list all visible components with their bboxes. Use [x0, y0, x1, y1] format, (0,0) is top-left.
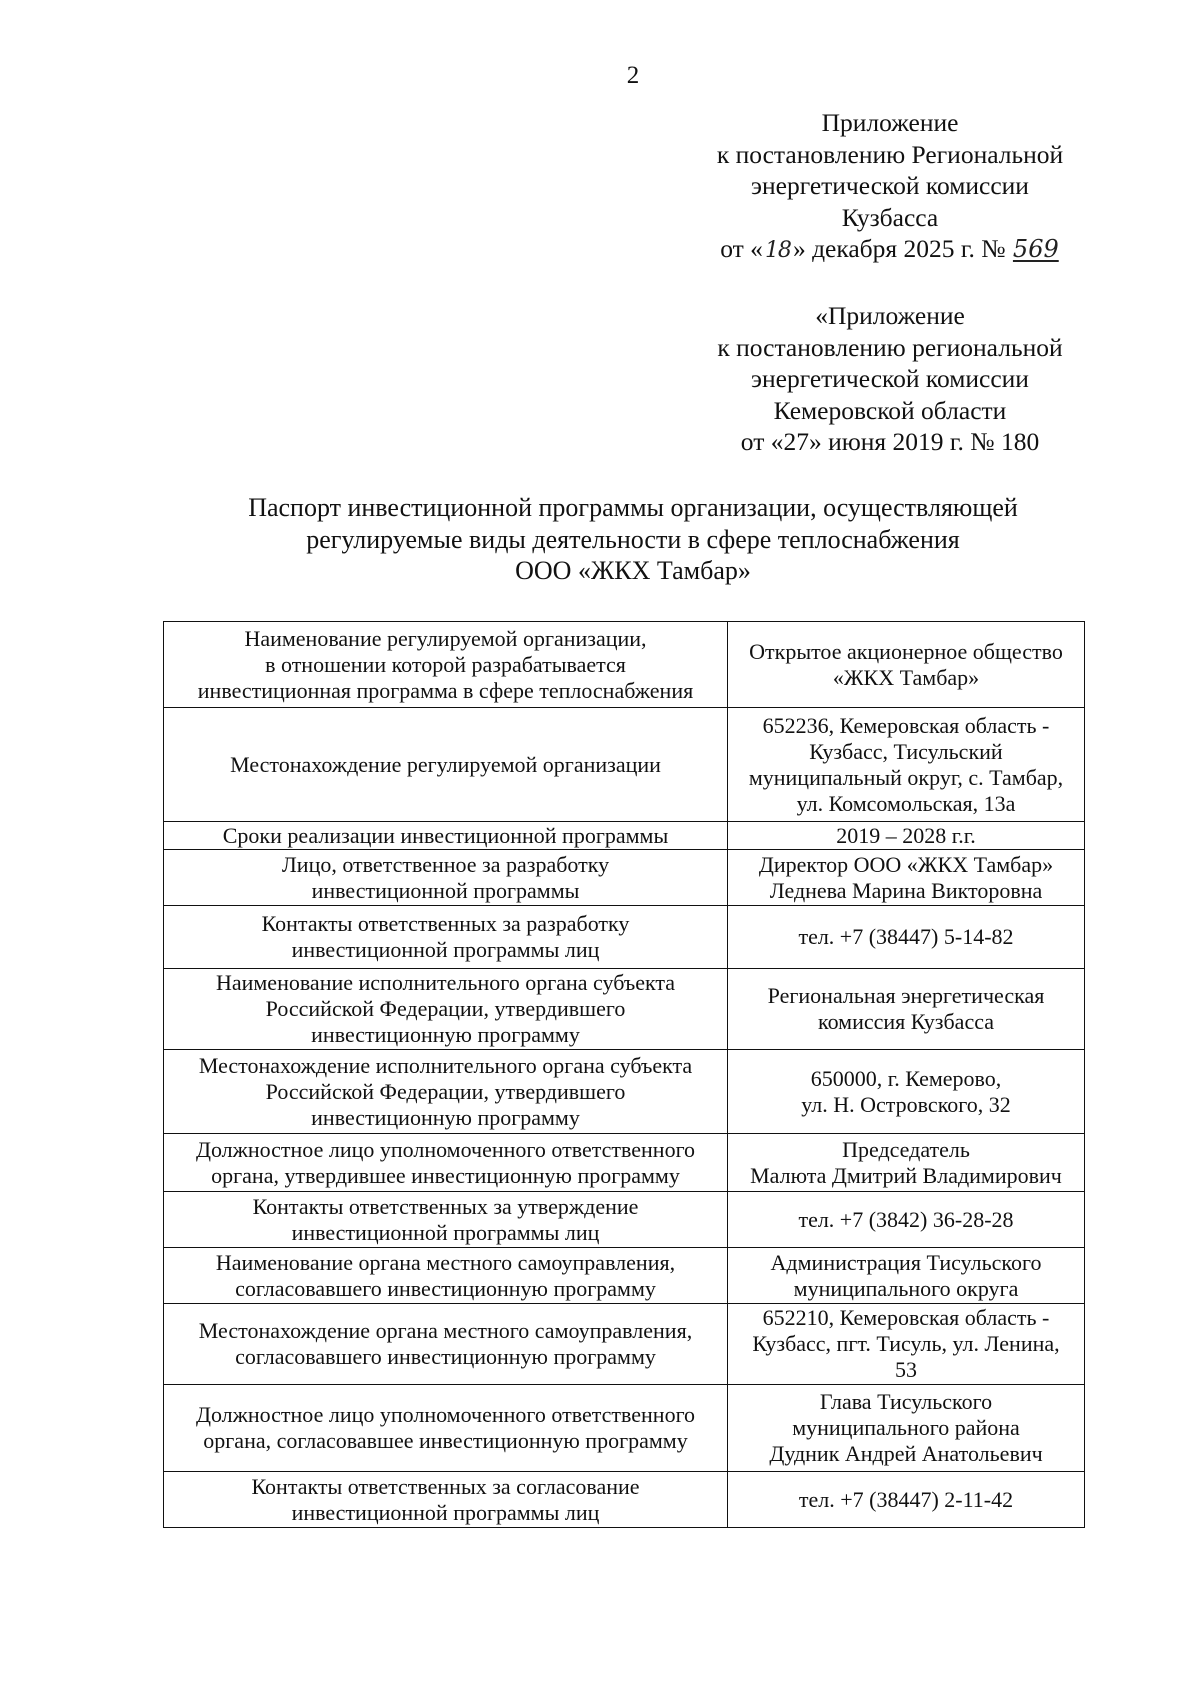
cell-line: Контакты ответственных за утверждение — [252, 1193, 639, 1219]
table-row — [164, 1134, 1085, 1192]
cell-line: Должностное лицо уполномоченного ответственного — [195, 1402, 696, 1427]
cell-line: Наименование регулируемой организации, — [244, 625, 647, 651]
cell-line: Региональная энергетическая — [767, 983, 1045, 1008]
cell-line: муниципальный округ, с. Тамбар, — [748, 764, 1064, 790]
cell-line: Местонахождение регулируемой организации — [230, 751, 661, 777]
table-row — [164, 1304, 1085, 1385]
row-value — [728, 1304, 1085, 1385]
row-label — [164, 850, 728, 906]
cell-line: 650000, г. Кемерово, — [810, 1065, 1002, 1091]
row-label — [164, 1304, 728, 1385]
cell-line: органа, согласовавшее инвестиционную программу — [203, 1428, 688, 1453]
cell-line: Открытое акционерное общество — [749, 638, 1063, 664]
row-value — [728, 1050, 1085, 1134]
appendix-line: Кемеровской области — [773, 395, 1007, 425]
title-line: Паспорт инвестиционной программы организации, осуществляющей — [248, 493, 1018, 522]
row-label — [164, 1192, 728, 1248]
cell-line: Председатель — [842, 1136, 970, 1162]
row-label — [164, 1050, 728, 1134]
table-row — [164, 1248, 1085, 1304]
cell-line: Малюта Дмитрий Владимирович — [750, 1162, 1062, 1188]
cell-line: Контакты ответственных за разработку — [261, 911, 630, 936]
table-row — [164, 850, 1085, 906]
cell-line: Кузбасс, пгт. Тисуль, ул. Ленина, — [752, 1331, 1060, 1356]
row-value — [728, 708, 1085, 822]
row-label — [164, 1248, 728, 1304]
table-row — [164, 1472, 1085, 1528]
previous-appendix-header — [690, 300, 1090, 458]
row-value — [728, 1192, 1085, 1248]
cell-line: Местонахождение органа местного самоуправления, — [198, 1318, 693, 1343]
row-label — [164, 1472, 728, 1528]
row-value — [728, 1385, 1085, 1472]
cell-line: инвестиционной программы лиц — [291, 1499, 600, 1525]
page-number: 2 — [626, 62, 640, 89]
cell-line: комиссия Кузбасса — [818, 1009, 994, 1034]
appendix-line: Кузбасса — [841, 202, 939, 232]
cell-line: Администрация Тисульского — [770, 1249, 1042, 1275]
table-row — [164, 622, 1085, 708]
title-line: регулируемые виды деятельности в сфере теплоснабжения — [306, 524, 960, 554]
table-row — [164, 1192, 1085, 1248]
cell-line: «ЖКХ Тамбар» — [832, 664, 980, 690]
cell-line: Наименование исполнительного органа субъекта — [215, 970, 676, 995]
row-value — [728, 1472, 1085, 1528]
cell-line: Глава Тисульского — [819, 1389, 993, 1414]
row-label — [164, 1134, 728, 1192]
row-label — [164, 906, 728, 969]
appendix-header — [690, 107, 1090, 267]
appendix-line: от «27» июня 2019 г. № 180 — [740, 427, 1040, 456]
document-title — [200, 492, 1066, 587]
table-row — [164, 969, 1085, 1050]
cell-line: Местонахождение исполнительного органа субъекта — [198, 1052, 693, 1078]
row-value — [728, 906, 1085, 969]
cell-line: тел. +7 (3842) 36-28-28 — [798, 1206, 1014, 1232]
cell-line: 652210, Кемеровская область - — [762, 1305, 1050, 1330]
cell-line: согласовавшего инвестиционную программу — [235, 1344, 656, 1369]
row-value — [728, 1248, 1085, 1304]
cell-line: согласовавшего инвестиционную программу — [235, 1275, 656, 1301]
row-label — [164, 1385, 728, 1472]
cell-line: Наименование органа местного самоуправления, — [215, 1249, 676, 1275]
cell-line: инвестиционная программа в сфере теплоснабжения — [197, 677, 694, 703]
cell-line: муниципального района — [792, 1415, 1020, 1440]
cell-line: 2019 – 2028 г.г. — [836, 822, 976, 848]
cell-line: Сроки реализации инвестиционной программы — [222, 822, 669, 848]
cell-line: Дудник Андрей Анатольевич — [769, 1441, 1043, 1466]
handwritten-number: 569 — [1012, 235, 1059, 263]
row-value — [728, 850, 1085, 906]
appendix-line: к постановлению региональной — [717, 332, 1063, 362]
cell-line: тел. +7 (38447) 2-11-42 — [798, 1486, 1014, 1512]
cell-line: 53 — [895, 1357, 917, 1382]
row-label — [164, 622, 728, 708]
cell-line: 652236, Кемеровская область - — [762, 712, 1050, 738]
appendix-line: к постановлению Региональной — [716, 139, 1064, 169]
date-middle: » декабря 2025 г. № — [792, 234, 1012, 263]
row-label — [164, 708, 728, 822]
cell-line: Кузбасс, Тисульский — [809, 738, 1003, 764]
appendix-line: Приложение — [821, 108, 959, 137]
cell-line: Российской Федерации, утвердившего — [265, 996, 626, 1021]
row-value — [728, 1134, 1085, 1192]
cell-line: в отношении которой разрабатывается — [265, 651, 626, 677]
table-row — [164, 1050, 1085, 1134]
cell-line: Должностное лицо уполномоченного ответственного — [195, 1136, 696, 1162]
table-row — [164, 906, 1085, 969]
row-value — [728, 822, 1085, 850]
row-label — [164, 822, 728, 850]
cell-line: инвестиционной программы — [311, 877, 580, 903]
appendix-line: энергетической комиссии — [751, 171, 1029, 200]
cell-line: Российской Федерации, утвердившего — [265, 1078, 626, 1104]
cell-line: инвестиционную программу — [311, 1022, 580, 1047]
cell-line: органа, утвердившее инвестиционную программу — [211, 1162, 680, 1188]
title-line: ООО «ЖКХ Тамбар» — [515, 556, 751, 585]
appendix-line: энергетической комиссии — [751, 364, 1029, 393]
cell-line: Лицо, ответственное за разработку — [281, 851, 610, 877]
table-row — [164, 822, 1085, 850]
cell-line: инвестиционной программы лиц — [291, 937, 600, 962]
handwritten-day: 18 — [764, 238, 791, 263]
cell-line: Директор ООО «ЖКХ Тамбар» — [758, 851, 1054, 877]
table-row — [164, 708, 1085, 822]
date-prefix: от « — [720, 234, 763, 263]
passport-table — [163, 621, 1085, 1528]
row-label — [164, 969, 728, 1050]
table-row — [164, 1385, 1085, 1472]
row-value — [728, 969, 1085, 1050]
appendix-line: «Приложение — [815, 301, 965, 330]
cell-line: Леднева Марина Викторовна — [769, 877, 1043, 903]
cell-line: тел. +7 (38447) 5-14-82 — [798, 924, 1014, 949]
cell-line: муниципального округа — [793, 1275, 1019, 1301]
cell-line: инвестиционной программы лиц — [291, 1219, 600, 1245]
cell-line: инвестиционную программу — [311, 1104, 580, 1130]
cell-line: ул. Комсомольская, 13а — [796, 790, 1016, 816]
cell-line: ул. Н. Островского, 32 — [801, 1091, 1011, 1117]
appendix-date-line — [690, 233, 1090, 267]
cell-line: Контакты ответственных за согласование — [251, 1473, 640, 1499]
row-value — [728, 622, 1085, 708]
